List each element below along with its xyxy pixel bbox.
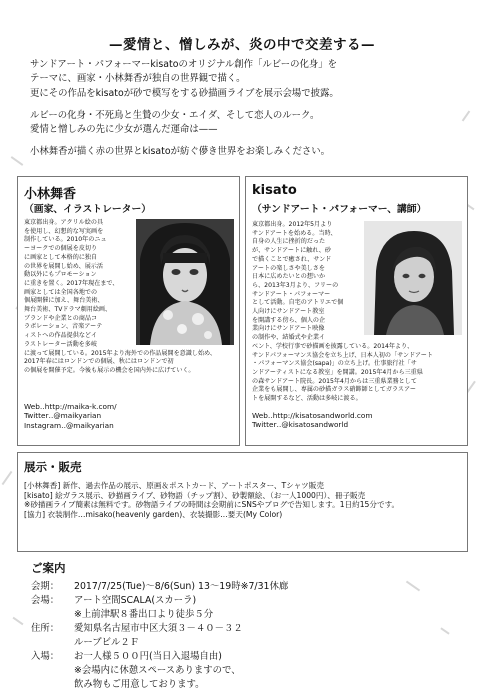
intro-text (30, 58, 460, 160)
artist-bio (252, 221, 464, 404)
bio-line: サンドアート・パフォーマー (252, 290, 331, 298)
guide-label: 入場： (31, 651, 60, 662)
website-link[interactable]: Web‥http://maika-k.com/ (24, 402, 117, 411)
bio-line: 企業をも展開し、専属の砂描ガラス硝飾師としてガラスアー (252, 386, 416, 394)
bio-line: で描くことで癒され、サンド (252, 255, 332, 263)
bio-line: 舞台美術、TVドラマ劇用絵画、 (24, 306, 112, 314)
bio-line: ベント、学校行事で砂描画を披露している。2014年より、 (252, 342, 414, 350)
guide-value: 2017/7/25(Tue)〜8/6(Sun) 13〜19時※7/31休廊 (74, 581, 289, 592)
guide-row-building (31, 636, 288, 650)
guide-label: 住所： (31, 623, 60, 634)
exhibit-sales-box (17, 452, 468, 552)
guide-row-address (31, 622, 288, 636)
ash-speck (13, 617, 24, 626)
guide-value: アート空間SCALA(スカーラ) (74, 595, 197, 606)
ash-speck (440, 627, 449, 634)
bio-line: サンドパフォーマンス協会を立ち上げ、日本人初の「サンドアート (252, 351, 433, 359)
bio-line: ラストレーター活動を多岐 (24, 340, 97, 348)
bio-line: アートの楽しさや美しさを (252, 264, 325, 272)
guide-value: 飲み物もご用意しております。 (74, 679, 205, 690)
artist-card-kisato (245, 176, 468, 446)
guide-row-rest-space (31, 664, 288, 678)
website-link[interactable]: Web‥http://kisatosandworld.com (252, 411, 373, 420)
bio-line: の森サンドアート院長。2015年4月からは三重県業務として (252, 377, 417, 385)
ash-speck (2, 471, 13, 485)
bio-line: 画家としては全国各地での (24, 288, 98, 296)
guide-row-access (31, 608, 288, 622)
artist-contacts (24, 402, 117, 430)
bio-line: 業向けにサンドアート映像 (252, 325, 325, 333)
guide-label: 会期： (31, 581, 60, 592)
bio-line: 個展開催に加え、舞台美術、 (24, 297, 104, 305)
guide-row-venue (31, 594, 288, 608)
intro-line: 更にその作品をkisatoが砂で模写をする砂描画ライブを展示会場で披露。 (30, 87, 339, 99)
guide-value: ※上前津駅８番出口より徒歩５分 (74, 609, 214, 620)
ash-speck (406, 581, 420, 592)
exhibit-title: 展示・販売 (24, 460, 82, 474)
ash-speck (11, 156, 24, 166)
bio-line: 自身の人生に挫折的だった (252, 238, 326, 246)
guide-row-admission (31, 650, 288, 664)
guide-value: 愛知県名古屋市中区大須３－４０－３２ (74, 623, 243, 634)
guide-info (31, 580, 288, 692)
bio-line: として活動。自宅のアトリエで個 (252, 299, 344, 307)
bio-line: を開講する傍ら、個人の企 (252, 316, 326, 324)
ash-speck (462, 111, 471, 122)
guide-value: お一人様５００円(当日入退場自由) (74, 651, 222, 662)
bio-line: 日本に広めたいとの想いか (252, 273, 326, 281)
bio-line: ィストへの作品提供などイ (24, 332, 98, 340)
intro-closing: 小林舞香が描く赤の世界とkisatoが紡ぐ儚き世界をお楽しみください。 (30, 146, 330, 158)
guide-row-dates (31, 580, 288, 594)
intro-line: ルビーの化身・不死鳥と生贄の少女・エイダ、そして恋人のルーク。 (30, 109, 320, 121)
artist-role: （画家、イラストレーター） (24, 204, 152, 215)
bio-line: ・パフォーマンス協会(sapa)」の立ち上げ。仕事旅行社「サ (252, 360, 417, 368)
bio-line: に重きを置く。2017年現在まで、 (24, 279, 119, 287)
guide-row-drinks (31, 678, 288, 692)
headline: —愛情と、憎しみが、炎の中で交差する— (109, 37, 375, 53)
bio-line: 制作している。2010年のニュ (24, 236, 107, 244)
bio-line: の世界を展開し始め、展示活 (24, 262, 103, 270)
bio-line: 2017年春にはロンドンでの個展、秋にはロンドンで初 (24, 358, 174, 366)
bio-line: ンドアーティストになる教室」を開講。2015年4月から三重県 (252, 368, 423, 376)
exhibit-line: [kisato] 絵ガラス展示、砂描画ライブ、砂物語（チップ割）、砂製額絵、（お一人1000円）、冊子販売 (24, 490, 366, 500)
bio-line: を使用し、幻想的な写実画を (24, 227, 104, 235)
bio-line: 動以外にもプロモーション (24, 271, 97, 279)
bio-line: ら、2013年3月より、フリーの (252, 281, 339, 289)
guide-value: ※会場内に休憩スペースありますので、 (74, 665, 241, 676)
exhibit-details (24, 481, 399, 519)
intro-line: 愛情と憎しみの先に少女が選んだ運命は—— (30, 124, 218, 136)
bio-line: 東京都出身。アクリル絵の具 (24, 219, 104, 226)
artist-name: 小林舞香 (24, 187, 77, 202)
twitter-link[interactable]: Twitter‥@maikyarian (24, 411, 102, 421)
bio-line: ブランドや企業との商品コ (24, 314, 98, 322)
bio-line: の個展を開催予定。今後も展示の機会を国内外に広げていく。 (24, 366, 195, 374)
bio-line: サンドアートを始める。当時、 (252, 229, 337, 237)
guide-value: ルーブビル２Ｆ (74, 637, 140, 648)
guide-label: 会場： (31, 595, 60, 606)
artist-name: kisato (252, 183, 297, 198)
bio-line: 東京都出身。2012年5月より (252, 221, 333, 228)
guide-title: ご案内 (31, 561, 66, 575)
bio-line: に画家として本格的に独自 (24, 253, 98, 261)
exhibit-line: [小林舞香] 新作、過去作品の展示、原画＆ポストカード、アートポスター、Tシャツ販売 (24, 481, 324, 490)
artist-card-kobayashi (17, 176, 240, 446)
exhibit-line: [協力] 衣装制作…misako(heavenly garden)、衣装撮影…要天(My Color) (24, 509, 283, 519)
artist-contacts (252, 411, 373, 430)
bio-line: 人向けにサンドアート教室 (252, 308, 325, 316)
instagram-link[interactable]: Instagram‥@maikyarian (24, 420, 114, 430)
intro-line: テーマに、画家・小林舞香が独自の世界観で描く。 (30, 73, 246, 85)
bio-line: が、サンドアートに触れ、砂 (252, 247, 331, 255)
artist-bio (24, 219, 236, 376)
bio-line: トを展開するなど、活動は多岐に渡る。 (252, 395, 362, 403)
artist-role: （サンドアート・パフォーマー、講師） (252, 204, 427, 215)
bio-line: ーヨークでの個展を皮切り (24, 245, 98, 253)
bio-line: ラボレーション、音楽アーテ (24, 323, 103, 331)
exhibit-line: ※砂描画ライブ簡素は無料です。砂物語ライブの時間は会期前にSNSやブログで告知します。1日約15分です。 (24, 500, 400, 510)
bio-line: の制作や、結婚式や企業イ (252, 334, 326, 342)
intro-line: サンドアート・パフォーマーkisatoのオリジナル創作「ルビーの化身」を (30, 59, 337, 70)
bio-line: に渡って展開している。2015年より海外での作品展開を意識し始め、 (24, 349, 216, 357)
twitter-link[interactable]: Twitter‥@kisatosandworld (252, 420, 349, 430)
